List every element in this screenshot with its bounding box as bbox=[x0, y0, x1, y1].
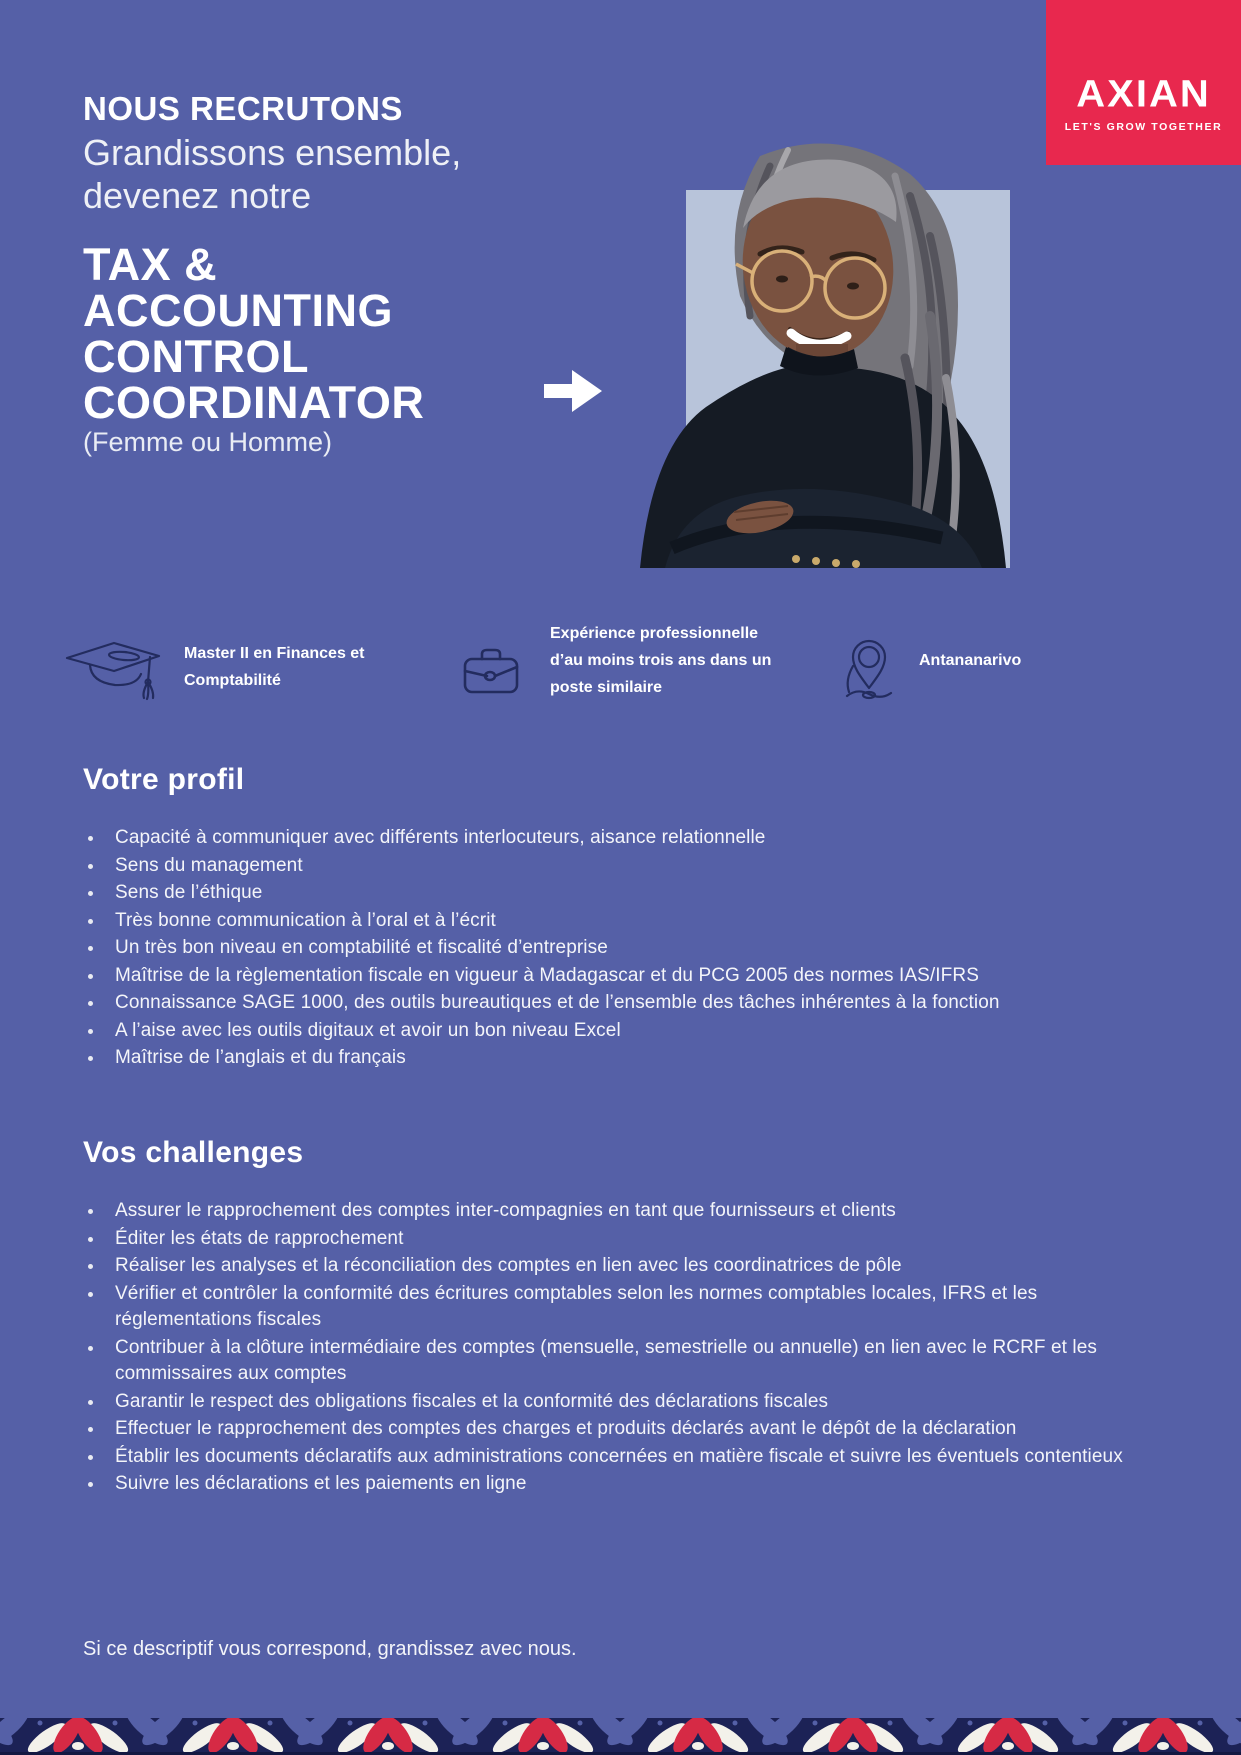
requirement-location-label: Antananarivo bbox=[919, 652, 1022, 669]
section-vos-challenges bbox=[83, 1136, 1168, 1499]
challenges-heading: Vos challenges bbox=[83, 1136, 304, 1169]
profile-heading: Votre profil bbox=[83, 763, 245, 796]
challenge-item: Suivre les déclarations et les paiements en ligne bbox=[83, 1471, 1168, 1498]
challenges-list bbox=[83, 1198, 1168, 1498]
briefcase-icon bbox=[462, 646, 520, 699]
kicker-nous-recrutons: NOUS RECRUTONS bbox=[83, 90, 403, 127]
profile-item: Capacité à communiquer avec différents interlocuteurs, aisance relationnelle bbox=[83, 825, 1168, 852]
challenge-item: Contribuer à la clôture intermédiaire des comptes (mensuelle, semestrielle ou annuelle) en lien avec le RCRF et les commissaires aux comptes bbox=[83, 1335, 1168, 1388]
challenge-item: Établir les documents déclaratifs aux administrations concernées en matière fiscale et suivre les éventuels contentieux bbox=[83, 1444, 1168, 1471]
candidate-portrait-illustration bbox=[610, 116, 1010, 568]
profile-item: Sens de l’éthique bbox=[83, 880, 1168, 907]
profile-list bbox=[83, 825, 1168, 1072]
job-title-line-2: ACCOUNTING bbox=[83, 285, 393, 336]
requirement-location bbox=[843, 632, 1099, 709]
job-title-line-4: COORDINATOR bbox=[83, 377, 425, 428]
job-subtitle: (Femme ou Homme) bbox=[83, 427, 333, 457]
profile-item: Connaissance SAGE 1000, des outils bureautiques et de l’ensemble des tâches inhérentes à la fonction bbox=[83, 990, 1168, 1017]
job-title-line-3: CONTROL bbox=[83, 331, 309, 382]
decorative-pattern-border bbox=[0, 1718, 1241, 1755]
profile-item: A l’aise avec les outils digitaux et avoir un bon niveau Excel bbox=[83, 1018, 1168, 1045]
intro-line-2: devenez notre bbox=[83, 175, 312, 216]
job-title-line-1: TAX & bbox=[83, 239, 218, 290]
section-votre-profil bbox=[83, 763, 1168, 1073]
challenge-item: Garantir le respect des obligations fiscales et la conformité des déclarations fiscales bbox=[83, 1389, 1168, 1416]
profile-item: Sens du management bbox=[83, 853, 1168, 880]
requirement-education-label: Master II en Finances et Comptabilité bbox=[184, 645, 365, 689]
challenge-item: Effectuer le rapprochement des comptes des charges et produits déclarés avant le dépôt de la déclaration bbox=[83, 1416, 1168, 1443]
intro-text bbox=[83, 131, 461, 217]
challenge-item: Assurer le rapprochement des comptes inter-compagnies en tant que fournisseurs et clients bbox=[83, 1198, 1168, 1225]
profile-item: Un très bon niveau en comptabilité et fiscalité d’entreprise bbox=[83, 935, 1168, 962]
location-pin-icon bbox=[843, 636, 895, 709]
challenge-item: Vérifier et contrôler la conformité des écritures comptables selon les normes comptables locales, IFRS et les réglementations fiscales bbox=[83, 1281, 1168, 1334]
axian-logo: AXIAN bbox=[1076, 72, 1211, 116]
profile-item: Maîtrise de la règlementation fiscale en vigueur à Madagascar et du PCG 2005 des normes IAS/IFRS bbox=[83, 963, 1168, 990]
graduation-cap-icon bbox=[62, 636, 162, 707]
brand-logo-box bbox=[1046, 0, 1241, 165]
requirement-experience bbox=[462, 620, 786, 701]
closing-line: Si ce descriptif vous correspond, grandissez avec nous. bbox=[83, 1638, 577, 1660]
brand-tagline: LET'S GROW TOGETHER bbox=[1064, 121, 1223, 133]
requirement-experience-label: Expérience professionnelle d’au moins trois ans dans un poste similaire bbox=[550, 625, 772, 696]
intro-line-1: Grandissons ensemble, bbox=[83, 132, 462, 173]
profile-item: Maîtrise de l’anglais et du français bbox=[83, 1045, 1168, 1072]
arrow-right-icon bbox=[544, 364, 602, 423]
requirement-education bbox=[62, 632, 394, 707]
profile-item: Très bonne communication à l’oral et à l’écrit bbox=[83, 908, 1168, 935]
challenge-item: Réaliser les analyses et la réconciliation des comptes en lien avec les coordinatrices de pôle bbox=[83, 1253, 1168, 1280]
challenge-item: Éditer les états de rapprochement bbox=[83, 1226, 1168, 1253]
job-title bbox=[83, 239, 425, 428]
candidate-photo bbox=[610, 116, 1010, 568]
